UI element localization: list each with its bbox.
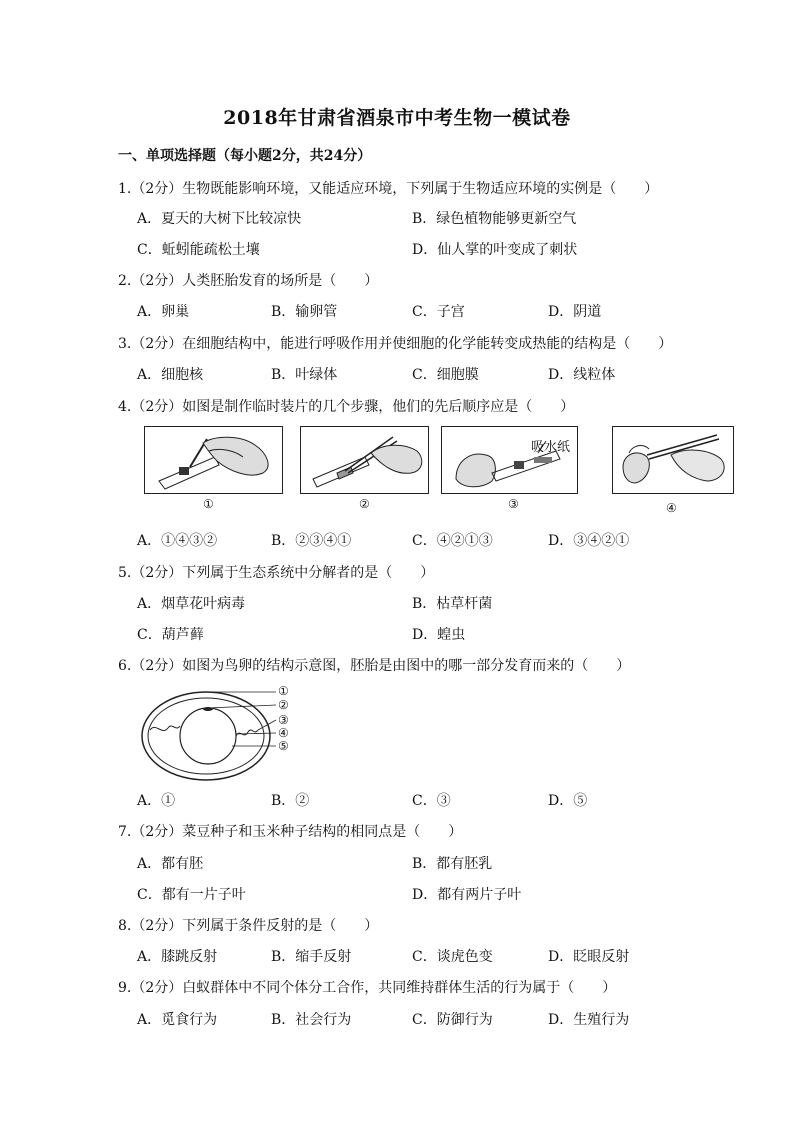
q5-option-d: D．蝗虫 bbox=[412, 627, 466, 643]
q6-option-a: A．① bbox=[137, 793, 176, 809]
q5-option-c: C．葫芦藓 bbox=[137, 627, 204, 643]
q3-option-d: D．线粒体 bbox=[548, 367, 616, 383]
question-6-stem: 6.（2分）如图为鸟卵的结构示意图，胚胎是由图中的哪一部分发育而来的（ ） bbox=[118, 658, 631, 674]
question-9-stem: 9.（2分）白蚁群体中不同个体分工合作，共同维持群体生活的行为属于（ ） bbox=[118, 980, 617, 996]
question-2-stem: 2.（2分）人类胚胎发育的场所是（ ） bbox=[118, 273, 379, 289]
q4-option-a: A．①④③② bbox=[137, 533, 218, 549]
q6-option-c: C．③ bbox=[412, 793, 451, 809]
q2-option-a: A．卵巢 bbox=[137, 304, 190, 320]
q1-option-b: B．绿色植物能够更新空气 bbox=[412, 211, 577, 227]
q2-option-b: B．输卵管 bbox=[271, 304, 338, 320]
q6-option-b: B．② bbox=[271, 793, 310, 809]
q4-option-d: D．③④②① bbox=[548, 533, 630, 549]
dropper-on-slide-illustration bbox=[145, 427, 282, 493]
bird-egg-diagram bbox=[140, 684, 300, 784]
q9-option-a: A．觅食行为 bbox=[137, 1012, 218, 1028]
q5-option-b: B．枯草杆菌 bbox=[412, 596, 493, 612]
q3-option-b: B．叶绿体 bbox=[271, 367, 338, 383]
section-heading: 一、单项选择题（每小题2分，共24分） bbox=[118, 148, 372, 164]
question-5-stem: 5.（2分）下列属于生态系统中分解者的是（ ） bbox=[118, 565, 435, 581]
question-8-stem: 8.（2分）下列属于条件反射的是（ ） bbox=[118, 918, 379, 934]
bird-egg-structure-illustration bbox=[140, 684, 300, 784]
q9-option-c: C．防御行为 bbox=[412, 1012, 493, 1028]
figure-label-1: ① bbox=[203, 497, 214, 511]
slide-step-2-figure bbox=[300, 426, 429, 494]
q8-option-d: D．眨眼反射 bbox=[548, 949, 630, 965]
slide-step-4-figure bbox=[612, 426, 734, 494]
figure-label-4: ④ bbox=[666, 501, 677, 515]
q9-option-d: D．生殖行为 bbox=[548, 1012, 630, 1028]
q1-option-d: D．仙人掌的叶变成了刺状 bbox=[412, 242, 578, 258]
q8-option-b: B．缩手反射 bbox=[271, 949, 352, 965]
question-4-stem: 4.（2分）如图是制作临时装片的几个步骤，他们的先后顺序应是（ ） bbox=[118, 399, 575, 415]
q1-option-c: C．蚯蚓能疏松土壤 bbox=[137, 242, 260, 258]
q7-option-a: A．都有胚 bbox=[137, 856, 204, 872]
q7-option-d: D．都有两片子叶 bbox=[412, 887, 522, 903]
blotting-paper-label: 吸水纸 bbox=[531, 440, 571, 455]
q7-option-b: B．都有胚乳 bbox=[412, 856, 493, 872]
q7-option-c: C．都有一片子叶 bbox=[137, 887, 246, 903]
q5-option-a: A．烟草花叶病毒 bbox=[137, 596, 246, 612]
tweezers-coverslip-illustration bbox=[301, 427, 428, 493]
egg-label-1: ① bbox=[278, 684, 289, 698]
egg-label-2: ② bbox=[278, 698, 289, 712]
egg-label-4: ④ bbox=[278, 726, 289, 740]
q4-option-b: B．②③④① bbox=[271, 533, 352, 549]
q1-option-a: A．夏天的大树下比较凉快 bbox=[137, 211, 302, 227]
q9-option-b: B．社会行为 bbox=[271, 1012, 352, 1028]
q4-option-c: C．④②①③ bbox=[412, 533, 493, 549]
page-title: 2018年甘肃省酒泉市中考生物一模试卷 bbox=[223, 107, 571, 129]
question-1-stem: 1.（2分）生物既能影响环境，又能适应环境，下列属于生物适应环境的实例是（ ） bbox=[118, 181, 659, 197]
question-7-stem: 7.（2分）菜豆种子和玉米种子结构的相同点是（ ） bbox=[118, 824, 463, 840]
question-3-stem: 3.（2分）在细胞结构中，能进行呼吸作用并使细胞的化学能转变成热能的结构是（ ） bbox=[118, 336, 673, 352]
q2-option-d: D．阴道 bbox=[548, 304, 602, 320]
figure-label-2: ② bbox=[359, 497, 370, 511]
q3-option-a: A．细胞核 bbox=[137, 367, 204, 383]
egg-label-3: ③ bbox=[278, 713, 289, 727]
q8-option-c: C．谈虎色变 bbox=[412, 949, 493, 965]
egg-label-5: ⑤ bbox=[278, 739, 289, 753]
q8-option-a: A．膝跳反射 bbox=[137, 949, 218, 965]
q2-option-c: C．子宫 bbox=[412, 304, 465, 320]
q6-option-d: D．⑤ bbox=[548, 793, 588, 809]
slide-step-1-figure bbox=[144, 426, 283, 494]
onion-epidermis-illustration bbox=[613, 427, 733, 493]
figure-label-3: ③ bbox=[508, 497, 519, 511]
q3-option-c: C．细胞膜 bbox=[412, 367, 479, 383]
